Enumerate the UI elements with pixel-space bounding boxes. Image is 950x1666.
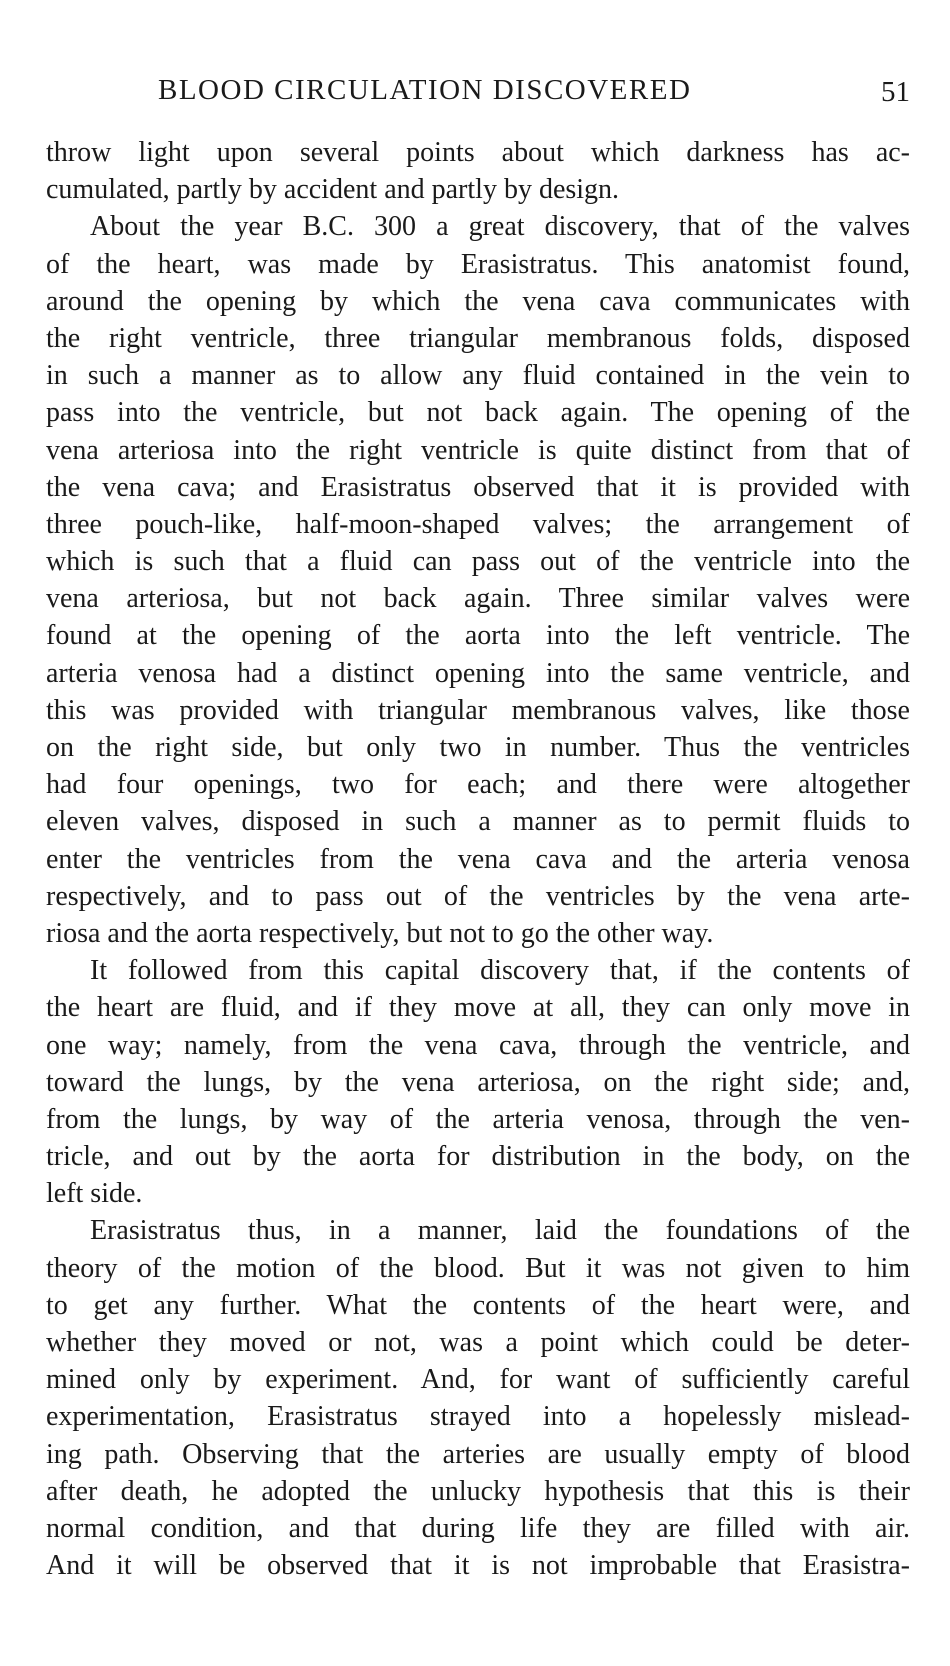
- text-line: enter the ventricles from the vena cava and the arteria venosa: [46, 843, 910, 875]
- text-line: this was provided with triangular membranous valves, like those: [46, 694, 910, 726]
- text-line: from the lungs, by way of the arteria venosa, through the ven-: [46, 1103, 910, 1135]
- text-line: the right ventricle, three triangular membranous folds, disposed: [46, 322, 910, 354]
- text-line: eleven valves, disposed in such a manner as to permit fluids to: [46, 806, 910, 838]
- text-line: mined only by experiment. And, for want of sufficiently careful: [46, 1364, 910, 1396]
- text-line: vena arteriosa into the right ventricle is quite distinct from that of: [46, 434, 910, 466]
- text-line: the heart are fluid, and if they move at all, they can only move in: [46, 992, 910, 1024]
- text-line: riosa and the aorta respectively, but not to go the other way.: [46, 917, 714, 949]
- text-line: in such a manner as to allow any fluid contained in the vein to: [46, 360, 910, 392]
- text-line: three pouch-like, half-moon-shaped valves; the arrangement of: [46, 508, 910, 540]
- running-head: [150, 74, 910, 114]
- text-line: experimentation, Erasistratus strayed into a hopelessly mislead-: [46, 1401, 910, 1433]
- text-line: About the year B.C. 300 a great discovery, that of the valves: [90, 211, 910, 243]
- text-line: one way; namely, from the vena cava, through the ventricle, and: [46, 1029, 910, 1061]
- text-line: pass into the ventricle, but not back again. The opening of the: [46, 397, 910, 429]
- text-line: And it will be observed that it is not improbable that Erasistra-: [46, 1550, 910, 1582]
- page-number: 51: [881, 76, 910, 108]
- text-line: throw light upon several points about which darkness has ac-: [46, 137, 910, 168]
- text-line: whether they moved or not, was a point which could be deter-: [46, 1327, 910, 1358]
- text-line: left side.: [46, 1178, 143, 1210]
- text-line: respectively, and to pass out of the ventricles by the vena arte-: [46, 880, 910, 912]
- text-line: normal condition, and that during life they are filled with air.: [46, 1512, 910, 1544]
- text-line: cumulated, partly by accident and partly by design.: [46, 174, 620, 206]
- text-line: which is such that a fluid can pass out of the ventricle into the: [46, 546, 910, 578]
- text-line: to get any further. What the contents of the heart were, and: [46, 1289, 910, 1321]
- text-line: around the opening by which the vena cava communicates with: [46, 285, 910, 317]
- text-line: ing path. Observing that the arteries are usually empty of blood: [46, 1438, 910, 1470]
- running-title: BLOOD CIRCULATION DISCOVERED: [158, 74, 692, 106]
- text-line: on the right side, but only two in number. Thus the ventricles: [46, 732, 910, 763]
- text-line: tricle, and out by the aorta for distribution in the body, on the: [46, 1141, 910, 1173]
- body-text: [46, 134, 910, 1584]
- text-line: of the heart, was made by Erasistratus. This anatomist found,: [46, 248, 910, 280]
- text-line: found at the opening of the aorta into the left ventricle. The: [46, 620, 910, 652]
- text-line: arteria venosa had a distinct opening into the same ventricle, and: [46, 657, 910, 689]
- text-line: the vena cava; and Erasistratus observed that it is provided with: [46, 471, 910, 503]
- text-line: vena arteriosa, but not back again. Three similar valves were: [46, 583, 910, 615]
- text-line: It followed from this capital discovery that, if the contents of: [90, 955, 910, 987]
- text-line: theory of the motion of the blood. But it was not given to him: [46, 1252, 910, 1284]
- text-line: had four openings, two for each; and there were altogether: [46, 769, 910, 801]
- text-line: Erasistratus thus, in a manner, laid the foundations of the: [90, 1215, 910, 1247]
- text-line: after death, he adopted the unlucky hypothesis that this is their: [46, 1475, 910, 1507]
- text-line: toward the lungs, by the vena arteriosa, on the right side; and,: [46, 1066, 910, 1098]
